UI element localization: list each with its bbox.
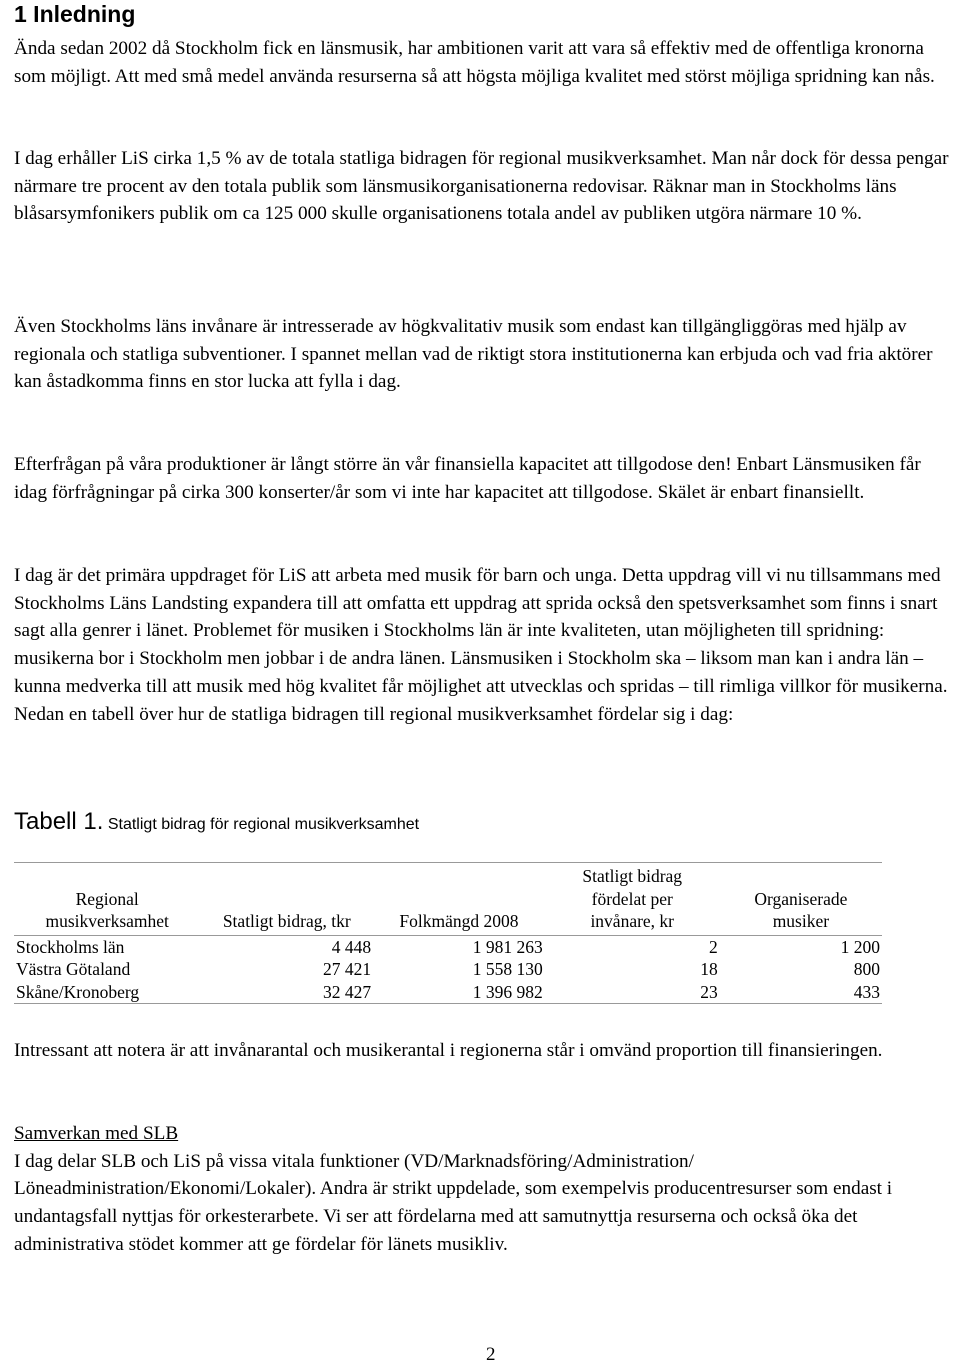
cell-per-invanare: 23 [700,981,718,1002]
col-header-bidrag: Statligt bidrag, tkr [222,911,351,931]
table-caption-label: Tabell 1. [14,808,104,835]
cell-bidrag: 4 448 [331,936,372,957]
table-caption-text: Statligt bidrag för regional musikverksamhet [107,816,420,833]
page-number: 2 [486,1344,496,1365]
cell-folkmangd: 1 396 982 [472,981,543,1002]
cell-region: Stockholms län [16,936,125,957]
table-row [14,958,882,981]
cell-musiker: 1 200 [840,936,880,957]
cell-per-invanare: 2 [709,936,718,957]
cell-folkmangd: 1 981 263 [472,936,543,957]
paragraph-funding-share: I dag erhåller LiS cirka 1,5 % av de totala statliga bidragen för regional musikverksamhet. Man når dock för dessa pengar närmare tre procent av den totala publik som länsmusikorganisationerna redovisar. Räknar man in Stockholms läns blåsarsymfonikers publik om ca 125 000 skulle organisationens totala andel av publiken utgöra närmare 10 %. [14,148,949,225]
subheading-samverkan: Samverkan med SLB [14,1123,179,1144]
section-samverkan [14,1120,954,1259]
cell-folkmangd: 1 558 130 [472,959,543,979]
cell-bidrag: 32 427 [323,981,372,1002]
cell-musiker: 800 [853,959,880,979]
paragraph-public-interest: Även Stockholms läns invånare är intresserade av högkvalitativ musik som endast kan tillgängliggöras med hjälp av regionala och statliga subventioner. I spannet mellan vad de riktigt stora institutionerna kan erbjuda och vad fria aktörer kan åstadkomma finns en stor lucka att fylla i dag. [14,316,933,393]
paragraph-intro: Ända sedan 2002 då Stockholm fick en länsmusik, har ambitionen varit att vara så effektiv med de offentliga kronorna som möjligt. Att med små medel använda resurserna så att högsta möjliga kvalitet med störst möjliga spridning kan nås. [14,38,935,87]
cell-per-invanare: 18 [700,959,718,979]
section-heading: 1 Inledning [14,1,136,27]
table-row [14,935,882,958]
cell-region: Skåne/Kronoberg [16,981,140,1002]
col-header-per-invanare: Statligt bidrag fördelat per invånare, kr [582,866,683,931]
cell-region: Västra Götaland [16,959,131,979]
col-header-region: Regional musikverksamhet [45,888,169,931]
col-header-folkmangd: Folkmängd 2008 [399,911,519,931]
paragraph-observation: Intressant att notera är att invånarantal och musikerantal i regionerna står i omvänd proportion till finansieringen. [14,1040,883,1061]
paragraph-mission: I dag är det primära uppdraget för LiS att arbeta med musik för barn och unga. Detta uppdrag vill vi nu tillsammans med Stockholms Läns Landsting expandera till att omfatta ett uppdrag att sprida också den spetsverksamhet som finns i snart sagt alla genrer i länet. Problemet för musiken i Stockholms län är inte kvaliteten, utan möjligheten till spridning: musikerna bor i Stockholm men jobbar i de andra länen. Länsmusiken i Stockholm ska – liksom man kan i andra län – kunna medverka till att musik med hög kvalitet får möjlighet att utvecklas och spridas – till rimliga villkor för musikerna. Nedan en tabell över hur de statliga bidragen till regional musikverksamhet fördelar sig i dag: [14,565,948,725]
cell-bidrag: 27 421 [323,959,372,979]
table-header-row [14,863,882,936]
col-header-musiker: Organiserade musiker [754,888,848,931]
paragraph-samverkan: I dag delar SLB och LiS på vissa vitala funktioner (VD/Marknadsföring/Administration/ Löneadministration/Ekonomi/Lokaler). Andra är strikt uppdelade, som exempelvis producentresurser som endast i undantagsfall nyttjas för orkesterarbete. Vi ser att fördelarna med att samutnyttja resurserna och också öka det administrativa stödet kommer att ge fördelar för länets musikliv. [14,1150,893,1255]
cell-musiker: 433 [853,981,880,1002]
funding-table [14,862,882,1004]
table-row [14,981,882,1004]
document-page [14,0,954,1365]
table-caption [14,808,419,836]
paragraph-demand: Efterfrågan på våra produktioner är långt större än vår finansiella kapacitet att tillgodose den! Enbart Länsmusiken får idag förfrågningar på cirka 300 konserter/år som vi inte har kapacitet att tillgodose. Skälet är enbart finansiellt. [14,454,921,503]
